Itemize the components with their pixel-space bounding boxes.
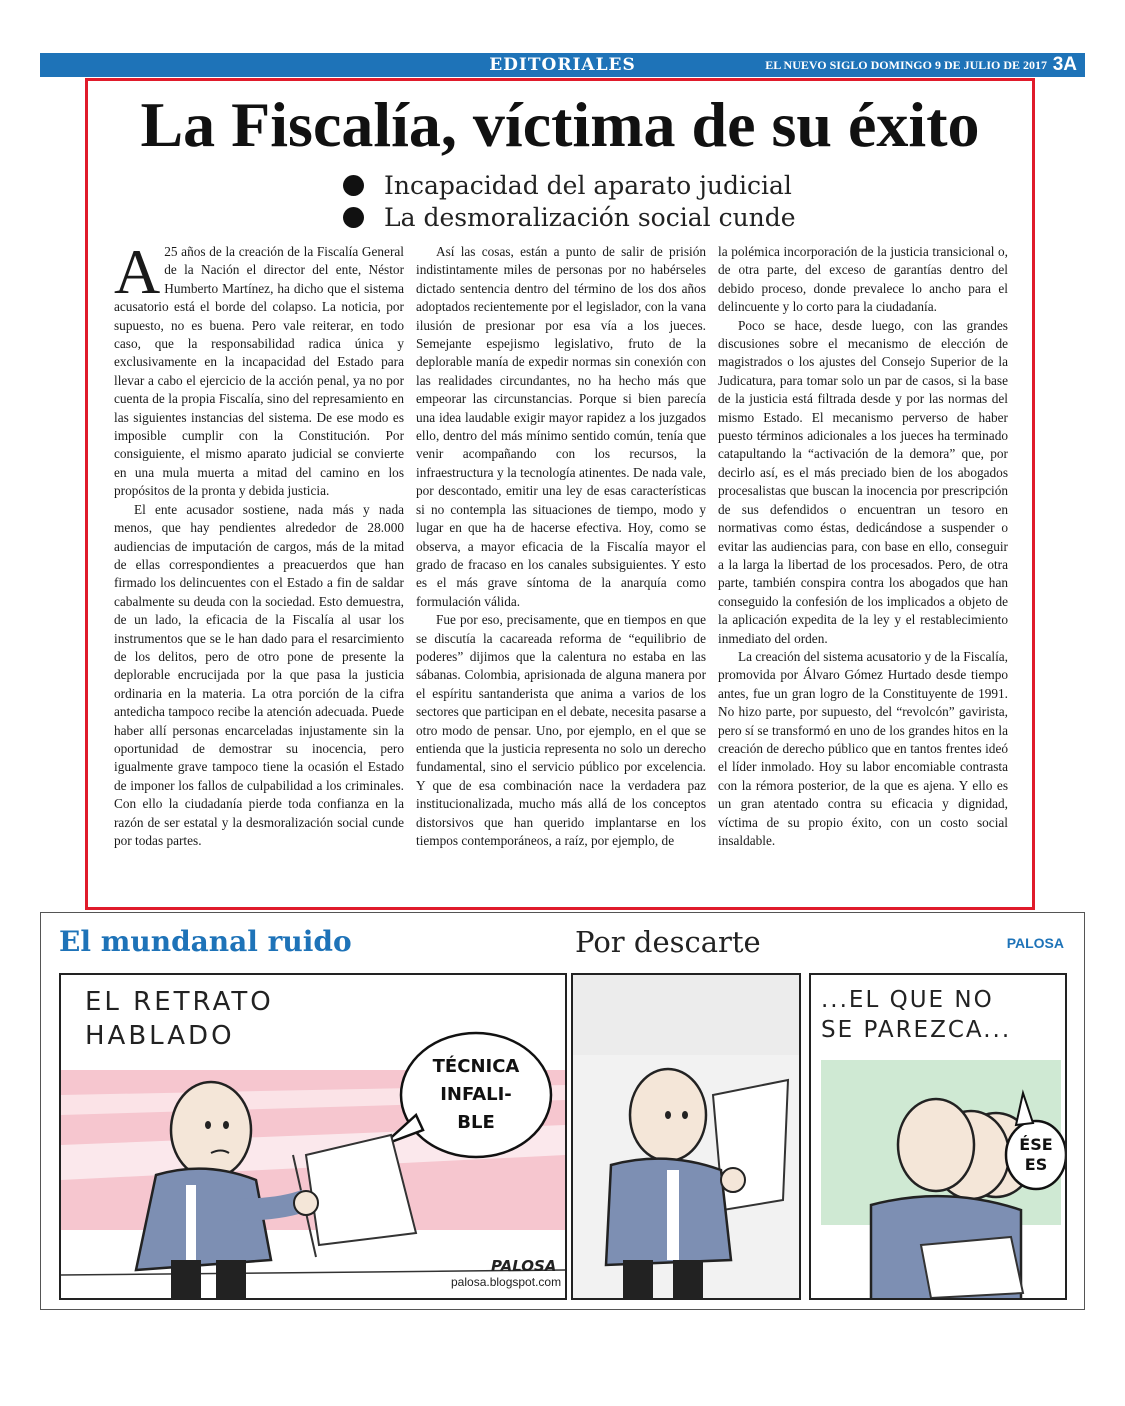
comic-panel-3 (809, 973, 1067, 1300)
comic-author-label: PALOSA (1006, 935, 1064, 951)
comic-panel-2 (571, 973, 801, 1300)
column-2 (416, 243, 706, 893)
bullet-item (343, 201, 796, 233)
caption-line: ...EL QUE NO (821, 987, 994, 1013)
paragraph: La creación del sistema acusatorio y de la Fiscalía, promovida por Álvaro Gómez Hurtado desde tiempo antes, fue un gran logro de la Constituyente de 1991. No hizo parte, por supuesto, del “revolcón” gavirista, pero sí se transformó en uno de los grandes hitos en la creación de derecho público que en tantos frentes ideó el líder inmolado. Hoy su labor encomiable contrasta con la rémora posterior, de la que es ajena. Y ello es un gran atentado contra su eficacia y dignidad, víctima de su propio éxito, con un costo social insaldable. (718, 648, 1008, 848)
bubble-line: ES (1024, 1155, 1048, 1174)
panel-1-speech-bubble (411, 1053, 541, 1137)
editorial-bullets (343, 169, 796, 233)
panel-3-caption (821, 985, 1011, 1045)
column-3 (718, 243, 1008, 893)
caption-line: EL RETRATO (85, 987, 274, 1017)
bullet-text: La desmoralización social cunde (384, 202, 796, 232)
panel-3-speech-bubble (1008, 1135, 1064, 1175)
masthead-date: EL NUEVO SIGLO DOMINGO 9 DE JULIO DE 2017 (765, 58, 1047, 72)
panel-1-caption (85, 985, 274, 1053)
caption-line: HABLADO (85, 1021, 235, 1051)
column-1 (114, 236, 404, 893)
paragraph: El ente acusador sostiene, nada más y nada menos, que hay pendientes alrededor de 28.000 audiencias de imputación de cargos, más de la mitad de ellas correspondientes a preacuerdos que han firmado los delincuentes con el Estado a fin de saldar cabalmente su deuda con la sociedad. Esto demuestra, de un lado, la eficacia de la Fiscalía al usar los instrumentos que se le han dado para el resarcimiento de los delitos, pero de otro pone de presente la deplorable encrucijada por la que pasa la justicia ordinaria en la materia. La otra porción de la cifra antedicha tampoco recibe la atención adecuada. Puede haber allí personas encarceladas injustamente sin la oportunidad de demostrar su inocencia, pero igualmente grave tampoco tiene la ocasión el Estado de imponer los fallos de culpabilidad a los criminales. Con ello la ciudadanía pierde toda confianza en la razón de ser estatal y la desmoralización social cunde por todas partes. (114, 501, 404, 848)
drop-cap: A (114, 236, 161, 307)
bubble-line: BLE (457, 1112, 495, 1133)
bullet-dot-icon (343, 207, 364, 228)
paragraph: la polémica incorporación de la justicia transicional o, de otra parte, del exceso de garantías dentro del debido proceso, donde prevalece lo ancho para el delincuente y lo corto para la ciudadanía. (718, 244, 1008, 315)
panel-2-drawing (573, 975, 799, 1298)
editorial-frame (85, 78, 1035, 910)
paragraph: Así las cosas, están a punto de salir de prisión indistintamente miles de personas por no habérseles dictado sentencia dentro del término de los dos años adoptados recientemente por el legislador, con la vana ilusión de presionar por esa vía a los jueces. Semejante espejismo legislativo, fruto de la deplorable manía de expedir normas sin conexión con las realidades circundantes, no ha hecho más que empeorar las circunstancias. Porque si bien parecía una idea laudable exigir mayor rapidez a los juzgados ello, dentro del más mínimo sentido común, tenía que venir acompañando con los recursos, la infraestructura y la tecnología atinentes. De nada vale, por descontado, emitir una ley de esas características si no contempla las situaciones de tiempo, modo y lugar en que ha de hacerse efectiva. Hoy, como se observa, a mayor eficacia de la Fiscalía mayor el grado de fracaso en los canales subsiguientes. Y esto es el más grave síntoma de la anarquía como formulación válida. (416, 244, 706, 609)
bullet-dot-icon (343, 175, 364, 196)
paragraph: Poco se hace, desde luego, con las grandes discusiones sobre el mecanismo de elección de magistrados o los ajustes del Consejo Superior de la Judicatura, para tomar solo un par de casos, si la base de la justicia está filtrada desde y por las normas del mismo Estado. El mecanismo perverso de haber puesto términos adicionales a los jueces ha terminado catapultando la “activación de la demora” que, por decirlo así, es el más preciado bien de los abogados procesalistas que buscan la inocencia por prescripción de sus defendidos o encuentran un tesoro en normativas como éstas, dedicándose a suspender o evitar las audiencias para, con base en ello, conseguir a la larga la libertad de los procesados. Pero, de otra parte, también conspira contra los abogados que han conseguido la confesión de los implicados a objeto de la aplicación expedita de la ley y el restablecimiento inmediato del orden. (718, 317, 1008, 646)
bubble-line: TÉCNICA (432, 1056, 520, 1077)
section-header-bar (40, 53, 1085, 77)
editorial-headline: La Fiscalía, víctima de su éxito (140, 89, 980, 160)
bubble-line: ÉSE (1019, 1135, 1053, 1154)
comic-section-title: El mundanal ruido (59, 925, 352, 958)
comic-strip (40, 912, 1085, 1310)
paragraph: Fue por eso, precisamente, que en tiempos en que se discutía la cacareada reforma de “equilibrio de poderes” dijimos que la calentura no estaba en las sábanas. Colombia, aprisionada de alguna manera por el espíritu santanderista que anima a varios de los sectores que participan en el debate, necesita pasarse a otro modo de pensar. Uno, por ejemplo, en el que se entienda que la justicia representa no solo un derecho fundamental, sino el servicio público por excelencia. Y que de esa combinación nace la verdadera paz institucionalizada, mucho más allá de los conceptos distorsivos que han querido implantarse en los tiempos contemporáneos, a raíz, por ejemplo, de (416, 612, 706, 848)
bullet-item (343, 169, 796, 201)
bubble-line: INFALI- (440, 1084, 512, 1105)
section-label: EDITORIALES (489, 55, 636, 75)
editorial-body (114, 236, 1008, 893)
page-number: 3A (1052, 54, 1077, 75)
artist-signature: PALOSA (491, 1257, 557, 1275)
bullet-text: Incapacidad del aparato judicial (384, 170, 792, 200)
comic-strip-title: Por descarte (575, 925, 761, 959)
comic-panel-1 (59, 973, 567, 1300)
caption-line: SE PAREZCA... (821, 1017, 1012, 1043)
artist-url: palosa.blogspot.com (451, 1275, 562, 1289)
paragraph-text: 25 años de la creación de la Fiscalía General de la Nación el director del ente, Néstor Humberto Martínez, ha dicho que el sistema acusatorio está el borde del colapso. La noticia, por supuesto, no es buena. Pero vale reiterar, en todo caso, que la responsabilidad radica única y exclusivamente en la incapacidad del Estado para llevar a cabo el ejercicio de la acción penal, ya no por cuenta de la propia Fiscalía, sino del represamiento en las siguientes instancias del sistema. De ese modo es imposible cumplir con la Constitución. Por consiguiente, el mismo aparato judicial se convierte en una mula muerta a mitad del camino en los propósitos de la pronta y debida justicia. (114, 244, 404, 499)
paragraph (114, 236, 404, 501)
